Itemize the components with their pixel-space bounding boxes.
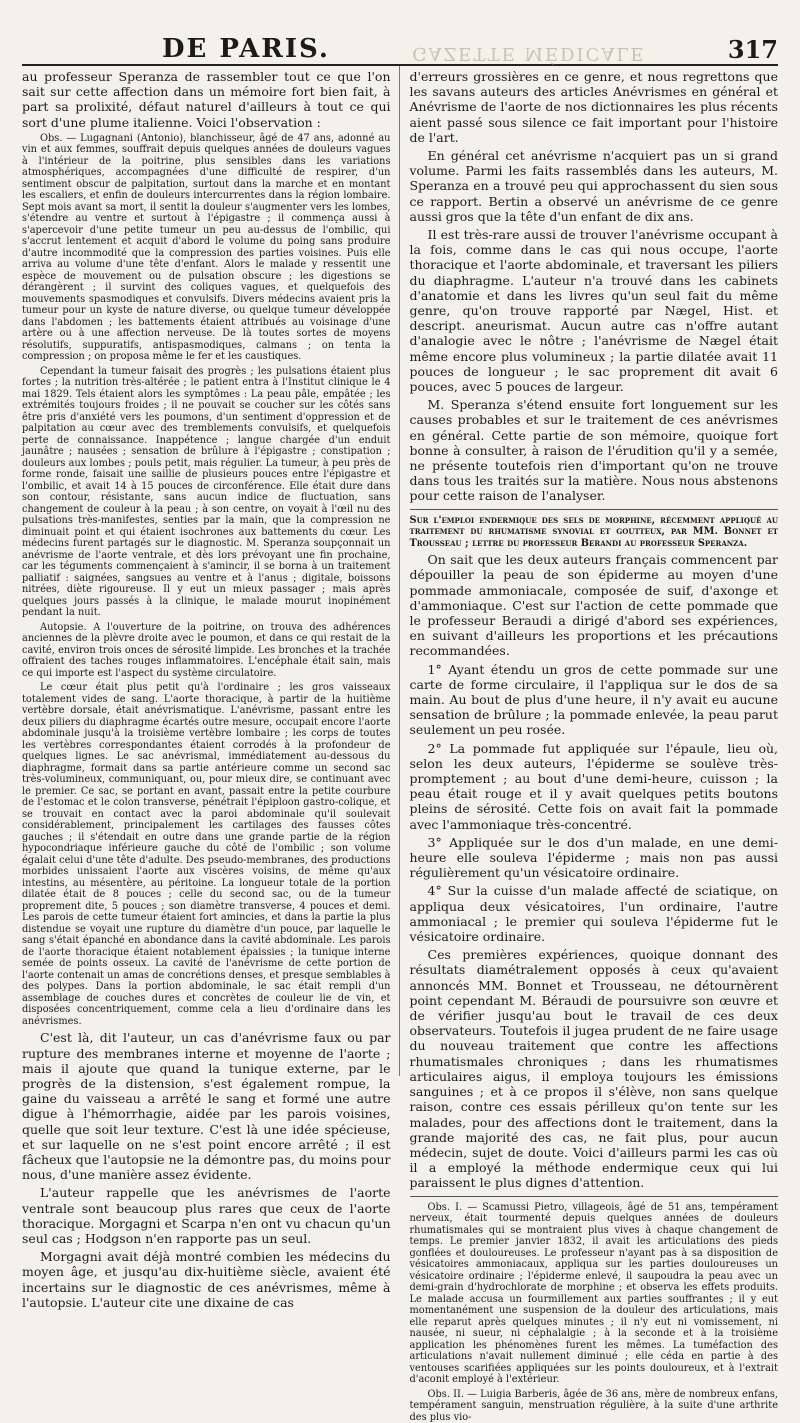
autopsy-paragraph: Autopsie. A l'ouverture de la poitrine, on trouva des adhérences anciennes de la plèvre droite avec le poumon, et dans ce qui restait de la cavité, environ trois onces de sérosité limpide. Les bronches et la trachée offraient des taches rouges inflammatoires. L'encéphale était sain, mais ce qui importe est l'aspect du système circulatoire.	[22, 621, 391, 679]
paragraph: Il est très-rare aussi de trouver l'anévrisme occupant à la fois, comme dans le cas qui nous occupe, l'aorte thoracique et l'aorte abdominale, et traversant les piliers du diaphragme. L'auteur n'a trouvé dans les cabinets d'anatomie et dans les livres qu'un seul fait du même genre, qu'on trouve rapporté par Nægel, Hist. et descript. aneurismat. Aucun autre cas n'offre autant d'analogie avec le nôtre ; l'anévrisme de Nægel était même encore plus volumineux ; la partie dilatée avait 11 pouces de longueur ; le sac proprement dit avait 6 pouces, avec 5 pouces de largeur.	[409, 227, 778, 395]
paragraph: Ces premières expériences, quoique donnant des résultats diamétralement opposés à ceux qu'avaient annoncés MM. Bonnet et Trousseau, ne détournèrent point cependant M. Béraudi de poursuivre son œuvre et de vérifier jusqu'au bout le travail de ces deux observateurs. Toutefois il jugea prudent de ne faire usage du nouveau traitement que contre les affections rhumatismales chroniques ; dans les rhumatismes articulaires aigus, il employa toujours les émissions sanguines ; et à ce propos il s'élève, non sans quelque raison, contre ces essais périlleux qu'on tente sur les malades, pour des affections dont le traitement, dans la grande majorité des cas, ne fait plus, pour aucun médecin, sujet de doute. Voici d'ailleurs parmi les cas où il a employé la méthode endermique ceux qui lui paraissent le plus dignes d'attention.	[409, 947, 778, 1191]
observation-paragraph: Obs. — Lugagnani (Antonio), blanchisseur, âgé de 47 ans, adonné au vin et aux femmes, souffrait depuis quelques années de douleurs vagues à l'intérieur de la poitrine, plus sensibles dans les variations atmosphériques, accompagnées d'une difficulté de respirer, d'un sentiment obscur de palpitation, surtout dans la marche et en montant les escaliers, et enfin de douleurs intercurrentes dans la région lombaire. Sept mois avant sa mort, il sentit la douleur s'augmenter vers les lombes, s'étendre au ventre et surtout à l'épigastre ; il commença aussi à s'apercevoir d'une petite tumeur un peu au-dessus de l'ombilic, qui s'accrut lentement et acquit d'abord le volume du poing sans produire d'autre incommodité que la compression des parties voisines. Puis elle arriva au volume d'une tête d'enfant. Alors le malade y ressentit une espèce de mouvement ou de pulsation obscure ; les digestions se dérangèrent ; il survint des coliques vagues, et quelquefois des mouvements spasmodiques et convulsifs. Divers médecins avaient pris la tumeur pour un kyste de nature diverse, ou quelque tumeur développée dans l'abdomen ; les battements étaient attribués au voisinage d'une artère ou à une affection nerveuse. De là toutes sortes de moyens résolutifs, suppuratifs, antispasmodiques, calmans ; on tenta la compression ; on proposa même le fer et les caustiques.	[22, 132, 391, 363]
paragraph: C'est là, dit l'auteur, un cas d'anévrisme faux ou par rupture des membranes interne et moyenne de l'aorte ; mais il ajoute que quand la tunique externe, par le progrès de la distension, s'est également rompue, la gaine du vaisseau a arrêté le sang et formé une autre digue à l'hémorrhagie, aidée par les parois voisines, quelle que soit leur texture. C'est là une idée spécieuse, et sur laquelle on ne s'est point encore arrêté ; il est fâcheux que l'autopsie ne la démontre pas, du moins pour nous, d'une manière assez évidente.	[22, 1030, 391, 1183]
paragraph: Morgagni avait déjà montré combien les médecins du moyen âge, et jusqu'au dix-huitième siècle, avaient été incertains sur le diagnostic de ces anévrismes, même à l'autopsie. L'auteur cite une dixaine de cas	[22, 1249, 391, 1310]
paragraph: 4° Sur la cuisse d'un malade affecté de sciatique, on appliqua deux vésicatoires, l'un ordinaire, l'autre ammoniacal ; le premier qui souleva l'épiderme fut le vésicatoire ordinaire.	[409, 883, 778, 945]
paragraph: 1° Ayant étendu un gros de cette pommade sur une carte de forme circulaire, il l'appliqua sur le dos de sa main. Au bout de plus d'une heure, il n'y avait eu aucune sensation de brûlure ; la pommade enlevée, la peau parut seulement un peu rosée.	[409, 661, 778, 738]
page-number: 317	[727, 35, 778, 64]
masthead-title: DE PARIS.	[162, 34, 330, 64]
paragraph: L'auteur rappelle que les anévrismes de l'aorte ventrale sont beaucoup plus rares que ceux de l'aorte thoracique. Morgagni et Scarpa n'en ont vu chacun qu'un seul cas ; Hodgson n'en rapporte pas un seul.	[22, 1185, 391, 1246]
paragraph: 3° Appliquée sur le dos d'un malade, en une demi-heure elle souleva l'épiderme ; mais non pas aussi régulièrement qu'un vésicatoire ordinaire.	[409, 834, 778, 881]
page-header	[22, 18, 778, 66]
bleed-through-text: GAZETTE MÉDICALE	[412, 43, 646, 64]
section-heading: Sur l'emploi endermique des sels de morphine, récemment appliqué au traitement du rhumatisme synovial et goutteux, par MM. Bonnet et Trousseau ; lettre du professeur Berandi au professeur Speranza.	[409, 514, 778, 549]
paragraph: M. Speranza s'étend ensuite fort longuement sur les causes probables et sur le traitement de ces anévrismes en général. Cette partie de son mémoire, quoique fort bonne à consulter, à raison de l'érudition qu'il y a semée, ne présente toutefois rien d'important qu'on ne trouve dans tous les traités sur la matière. Nous nous abstenons pour cette raison de l'analyser.	[409, 397, 778, 504]
two-column-body	[22, 66, 778, 1423]
observation-paragraph: Obs. II. — Luigia Barberis, âgée de 36 ans, mère de nombreux enfans, tempérament sanguin, menstruation régulière, à la suite d'une arthrite des plus vio-	[409, 1388, 778, 1423]
left-column	[22, 66, 400, 1310]
divider	[410, 1196, 779, 1197]
paragraph: au professeur Speranza de rassembler tout ce que l'on sait sur cette affection dans un mémoire fort bien fait, à part sa prolixité, défaut naturel d'ailleurs à tout ce qui sort d'une plume italienne. Voici l'observation :	[22, 69, 391, 130]
paragraph: 2° La pommade fut appliquée sur l'épaule, lieu où, selon les deux auteurs, l'épiderme se soulève très-promptement ; au bout d'une demi-heure, cuisson ; la peau était rouge et il y avait quelques petits boutons pleins de sérosité. Cette fois on avait fait la pommade avec l'ammoniaque très-concentré.	[409, 740, 778, 832]
paragraph: Cependant la tumeur faisait des progrès ; les pulsations étaient plus fortes ; la nutrition très-altérée ; le patient entra à l'Institut clinique le 4 mai 1829. Tels étaient alors les symptômes : La peau pâle, empâtée ; les extrémités toujours froides ; il ne pouvait se coucher sur les côtés sans être pris d'anxiété vers les poumons, d'un sentiment d'oppression et de palpitation au cœur avec des tremblements convulsifs, et quelquefois perte de connaissance. Inappétence ; langue chargée d'un enduit jaunâtre ; nausées ; sensation de brûlure à l'épigastre ; constipation ; douleurs aux lombes ; pouls petit, mais régulier. La tumeur, à peu près de forme ronde, faisait une saillie de plusieurs pouces entre l'épigastre et l'ombilic, et avait 14 à 15 pouces de circonférence. Elle était dure dans son contour, résistante, sans aucun indice de fluctuation, sans changement de couleur à la peau ; à son centre, on voyait à l'œil nu des pulsations très-manifestes, senties par la main, que la compression ne diminuait point et qui étaient isochrones aux battements du cœur. Les médecins furent partagés sur le diagnostic. M. Speranza soupçonnait un anévrisme de l'aorte ventrale, et dès lors prévoyant une fin prochaine, car les téguments commençaient à s'amincir, il se borna à un traitement palliatif : saignées, sangsues au ventre et à l'anus ; digitale, boissons nitrées, diète rigoureuse. Il y eut un mieux passager ; mais après quelques jours passés à la clinique, le malade mourut inopinément pendant la nuit.	[22, 365, 391, 619]
right-column	[409, 66, 779, 1423]
paragraph: d'erreurs grossières en ce genre, et nous regrettons que les savans auteurs des articles Anévrismes en général et Anévrisme de l'aorte de nos dictionnaires les plus récents aient passé sous silence ce fait important pour l'histoire de l'art.	[409, 69, 778, 145]
paragraph: On sait que les deux auteurs français commencent par dépouiller la peau de son épiderme au moyen d'une pommade ammoniacale, composée de suif, d'axonge et d'ammoniaque. C'est sur l'action de cette pommade que le professeur Beraudi a dirigé d'abord ses expériences, en suivant d'ailleurs les proportions et les précautions recommandées.	[409, 552, 778, 659]
paragraph: Le cœur était plus petit qu'à l'ordinaire ; les gros vaisseaux totalement vides de sang. L'aorte thoracique, à partir de la huitième vertèbre dorsale, était anévrismatique. L'anévrisme, passant entre les deux piliers du diaphragme écartés outre mesure, occupait encore l'aorte abdominale jusqu'à la troisième vertèbre lombaire ; les corps de toutes les vertèbres correspondantes étaient corrodés à la profondeur de quelques lignes. Le sac anévrismal, immédiatement au-dessous du diaphragme, formait dans sa partie antérieure comme un second sac très-volumineux, communiquant, ou, pour mieux dire, se continuant avec le premier. Ce sac, se portant en avant, passait entre la petite courbure de l'estomac et le colon transverse, pénétrait l'épiploon gastro-colique, et se trouvait en contact avec la paroi abdominale qu'il soulevait considérablement, principalement les cartilages des fausses côtes gauches ; il s'étendait en outre dans une grande partie de la région hypocondriaque inférieure gauche du côté de l'ombilic ; son volume égalait celui d'une tête d'adulte. Des pseudo-membranes, des productions morbides unissaient l'aorte aux viscères voisins, de même qu'aux intestins, au mésentère, au péritoine. La longueur totale de la portion dilatée était de 8 pouces ; celle du second sac, ou de la tumeur proprement dite, 5 pouces ; son diamètre transverse, 4 pouces et demi. Les parois de cette tumeur étaient fort amincies, et dans la partie la plus distendue se voyait une rupture du diamètre d'un pouce, par laquelle le sang s'était épanché en abondance dans la cavité abdominale. Les parois de l'aorte thoracique étaient notablement épaissies ; la tunique interne semée de points osseux. La cavité de l'anévrisme de cette portion de l'aorte contenait un amas de concrétions denses, et presque semblables à des polypes. Dans la portion abdominale, le sac était rempli d'un assemblage de couches dures et concrètes de couleur lie de vin, et disposées concentriquement, comme cela a lieu d'ordinaire dans les anévrismes.	[22, 682, 391, 1027]
section-divider	[410, 509, 779, 510]
observation-paragraph: Obs. I. — Scamussi Pietro, villageois, âgé de 51 ans, tempérament nerveux, était tourmenté depuis quelques années de douleurs rhumatismales qui se montraient plus vives à chaque changement de temps. Le premier janvier 1832, il avait les articulations des pieds gonflées et douloureuses. Le professeur n'ayant pas à sa disposition de vésicatoires ammoniacaux, appliqua sur les parties douloureuses un vésicatoire ordinaire ; l'épiderme enlevé, il saupoudra la peau avec un demi-grain d'hydrochlorate de morphine ; et observa les effets produits. Le malade accusa un fourmillement aux parties souffrantes ; il y eut momentanément une suspension de la douleur des articulations, mais elle reparut après quelques minutes ; il n'y eut ni vomissement, ni nausée, ni sueur, ni céphalalgie ; à la seconde et à la troisième application les phénomènes furent les mêmes. La tuméfaction des articulations n'avait nullement diminué ; elle céda en partie à des ventouses scarifiées appliquées sur les points douloureux, et à l'extrait d'aconit employé à l'extérieur.	[409, 1201, 778, 1386]
paragraph: En général cet anévrisme n'acquiert pas un si grand volume. Parmi les faits rassemblés dans les auteurs, M. Speranza en a trouvé peu qui approchassent du sien sous ce rapport. Bertin a observé un anévrisme de ce genre aussi gros que la tête d'un enfant de dix ans.	[409, 148, 778, 224]
